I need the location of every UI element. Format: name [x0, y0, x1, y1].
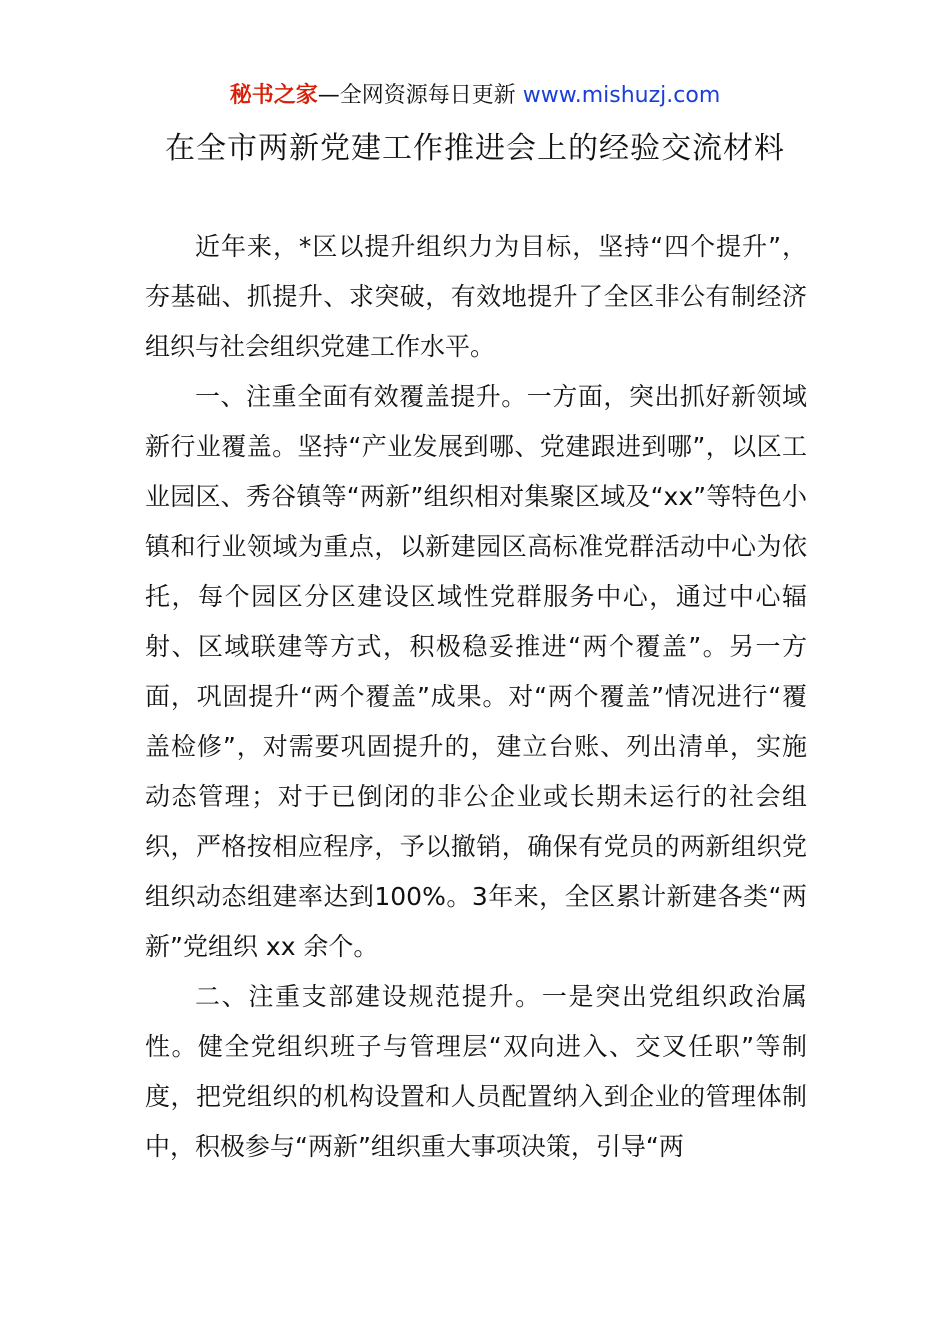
paragraph-section-2: 二、注重支部建设规范提升。一是突出党组织政治属性。健全党组织班子与管理层“双向进入、交叉任职”等制度，把党组织的机构设置和人员配置纳入到企业的管理体制中，积极参与“两新”组织重大事项决策，引导“两	[145, 982, 807, 1161]
site-header	[0, 80, 950, 112]
site-brand: 秘书之家	[229, 83, 318, 108]
paragraph-intro: 近年来，*区以提升组织力为目标，坚持“四个提升”，夯基础、抓提升、求突破，有效地提升了全区非公有制经济组织与社会组织党建工作水平。	[145, 232, 807, 361]
document-body	[145, 222, 807, 1172]
site-url-link[interactable]: www.mishuzj.com	[522, 83, 721, 108]
site-tagline: —全网资源每日更新	[317, 83, 516, 108]
paragraph-section-1: 一、注重全面有效覆盖提升。一方面，突出抓好新领域新行业覆盖。坚持“产业发展到哪、党建跟进到哪”，以区工业园区、秀谷镇等“两新”组织相对集聚区域及“xx”等特色小镇和行业领域为重点，以新建园区高标准党群活动中心为依托，每个园区分区建设区域性党群服务中心，通过中心辐射、区域联建等方式，积极稳妥推进“两个覆盖”。另一方面，巩固提升“两个覆盖”成果。对“两个覆盖”情况进行“覆盖检修”，对需要巩固提升的，建立台账、列出清单，实施动态管理；对于已倒闭的非公企业或长期未运行的社会组织，严格按相应程序，予以撤销，确保有党员的两新组织党组织动态组建率达到100%。3年来，全区累计新建各类“两新”党组织 xx 余个。	[145, 382, 807, 961]
document-title: 在全市两新党建工作推进会上的经验交流材料	[165, 131, 785, 166]
